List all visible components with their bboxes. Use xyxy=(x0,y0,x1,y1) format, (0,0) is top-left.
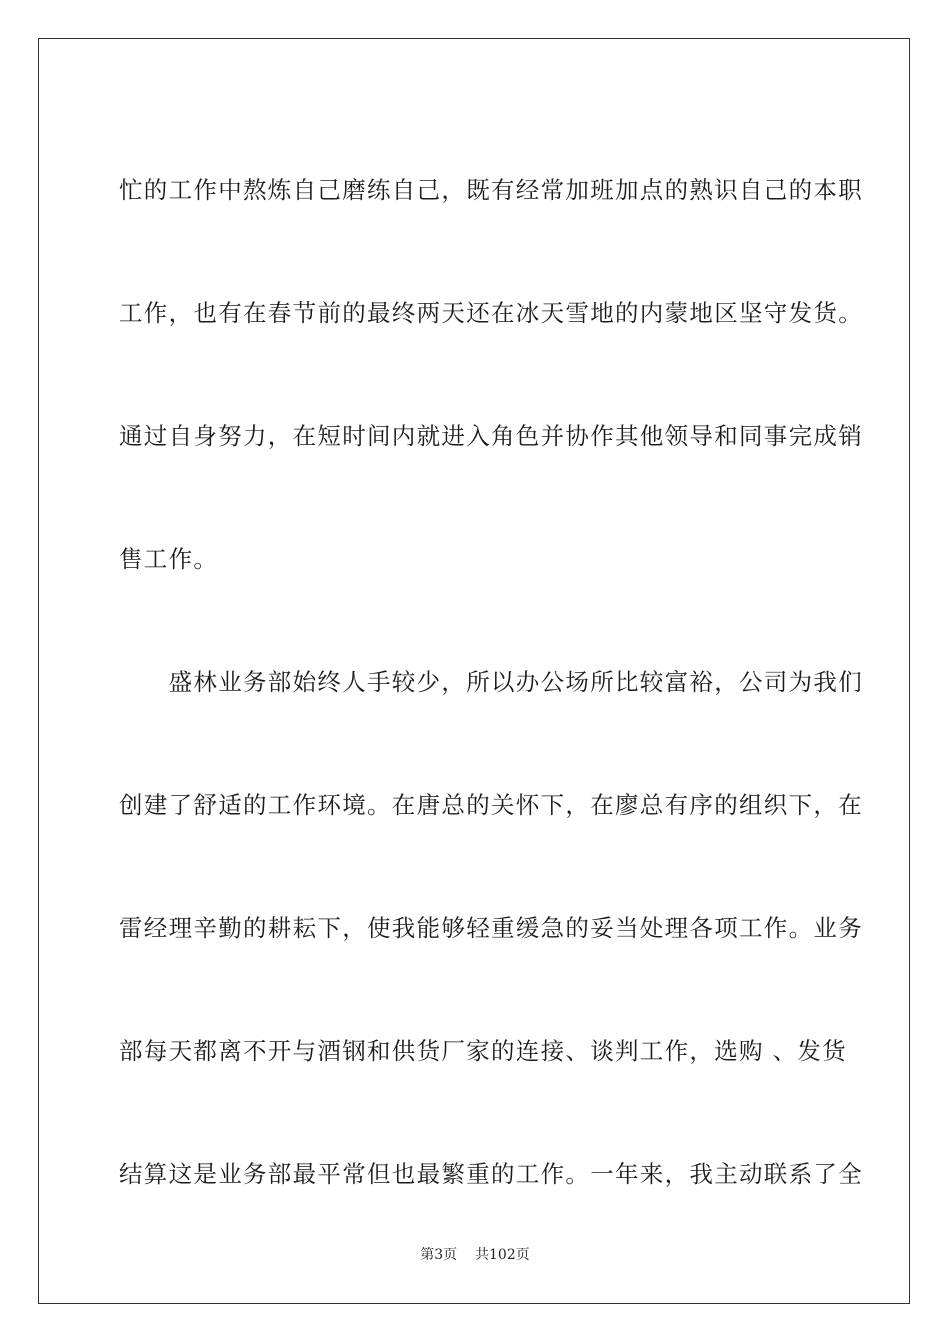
text-line: 售工作。 xyxy=(119,545,219,573)
text-line: 盛林业务部始终人手较少，所以办公场所比较富裕，公司为我们 xyxy=(119,668,863,696)
page-border xyxy=(38,38,910,1304)
total-pages: 共102页 xyxy=(475,1247,530,1263)
text-line: 通过自身努力，在短时间内就进入角色并协作其他领导和同事完成销 xyxy=(119,422,863,450)
text-line: 工作，也有在春节前的最终两天还在冰天雪地的内蒙地区坚守发货。 xyxy=(119,299,863,327)
text-line: 结算这是业务部最平常但也最繁重的工作。一年来，我主动联系了全 xyxy=(119,1160,863,1188)
text-line: 忙的工作中熬炼自己磨练自己，既有经常加班加点的熟识自己的本职 xyxy=(119,176,863,204)
page-number: 第3页 xyxy=(420,1247,458,1263)
page-footer xyxy=(0,1244,950,1264)
text-line: 创建了舒适的工作环境。在唐总的关怀下，在廖总有序的组织下，在 xyxy=(119,791,863,819)
document-body xyxy=(119,129,863,1236)
text-line: 部每天都离不开与酒钢和供货厂家的连接、谈判工作，选购 、发货 xyxy=(119,1037,847,1065)
text-line: 雷经理辛勤的耕耘下，使我能够轻重缓急的妥当处理各项工作。业务 xyxy=(119,914,863,942)
